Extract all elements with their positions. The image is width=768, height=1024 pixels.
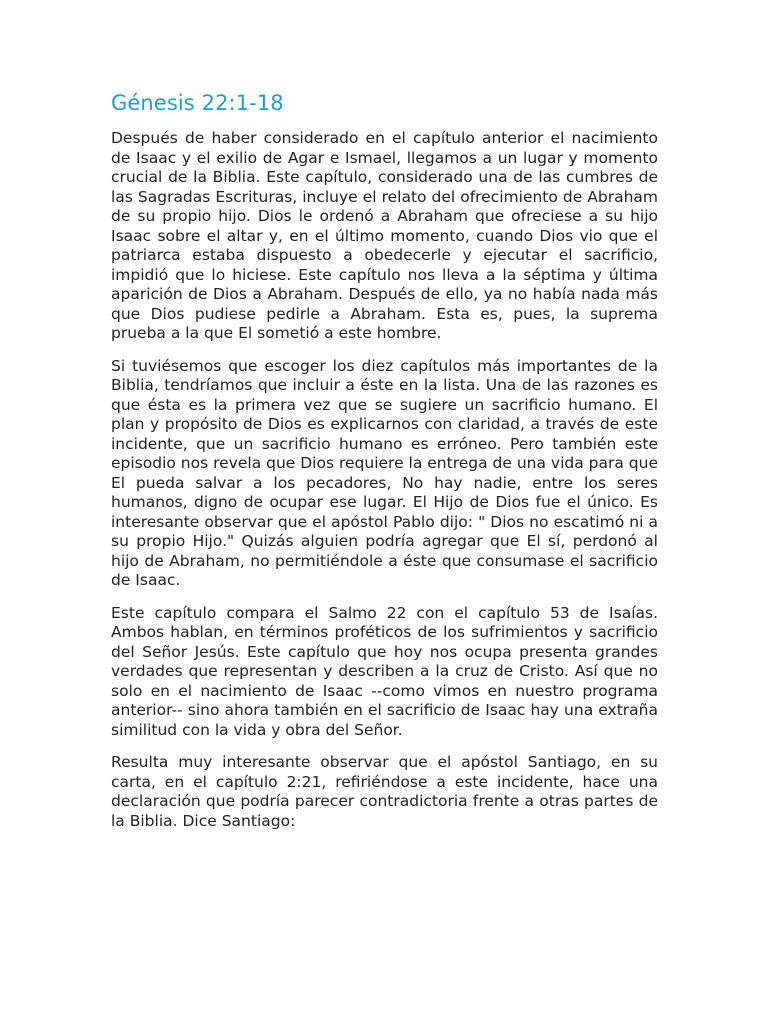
paragraph-3: Este capítulo compara el Salmo 22 con el capítulo 53 de Isaías. Ambos hablan, en términos proféticos de los sufrimientos y sacrificio del Señor Jesús. Este capítulo que hoy nos ocupa presenta grandes verdades que representan y describen a la cruz de Cristo. Así que no solo en el nacimiento de Isaac --como vimos en nuestro programa anterior-- sino ahora también en el sacrificio de Isaac hay una extraña similitud con la vida y obra del Señor. <box>111 603 658 739</box>
document-page <box>111 88 658 844</box>
page-title: Génesis 22:1-18 <box>111 91 284 115</box>
paragraph-1: Después de haber considerado en el capítulo anterior el nacimiento de Isaac y el exilio de Agar e Ismael, llegamos a un lugar y momento crucial de la Biblia. Este capítulo, considerado una de las cumbres de las Sagradas Escrituras, incluye el relato del ofrecimiento de Abraham de su propio hijo. Dios le ordenó a Abraham que ofreciese a su hijo Isaac sobre el altar y, en el último momento, cuando Dios vio que el patriarca estaba dispuesto a obedecerle y ejecutar el sacrificio, impidió que lo hiciese. Este capítulo nos lleva a la séptima y última aparición de Dios a Abraham. Después de ello, ya no había nada más que Dios pudiese pedirle a Abraham. Esta es, pues, la suprema prueba a la que El sometió a este hombre. <box>111 129 658 342</box>
paragraph-2: Si tuviésemos que escoger los diez capítulos más importantes de la Biblia, tendríamos que incluir a éste en la lista. Una de las razones es que ésta es la primera vez que se sugiere un sacrificio humano. El plan y propósito de Dios es explicarnos con claridad, a través de este incidente, que un sacrificio humano es erróneo. Pero también este episodio nos revela que Dios requiere la entrega de una vida para que El pueda salvar a los pecadores, No hay nadie, entre los seres humanos, digno de ocupar ese lugar. El Hijo de Dios fue el único. Es interesante observar que el apóstol Pablo dijo: " Dios no escatimó ni a su propio Hijo." Quizás alguien podría agregar que El sí, perdonó al hijo de Abraham, no permitiéndole a éste que consumase el sacrificio de Isaac. <box>111 356 658 589</box>
paragraph-4: Resulta muy interesante observar que el apóstol Santiago, en su carta, en el capítulo 2:21, refiriéndose a este incidente, hace una declaración que podría parecer contradictoria frente a otras partes de la Biblia. Dice Santiago: <box>111 753 658 830</box>
